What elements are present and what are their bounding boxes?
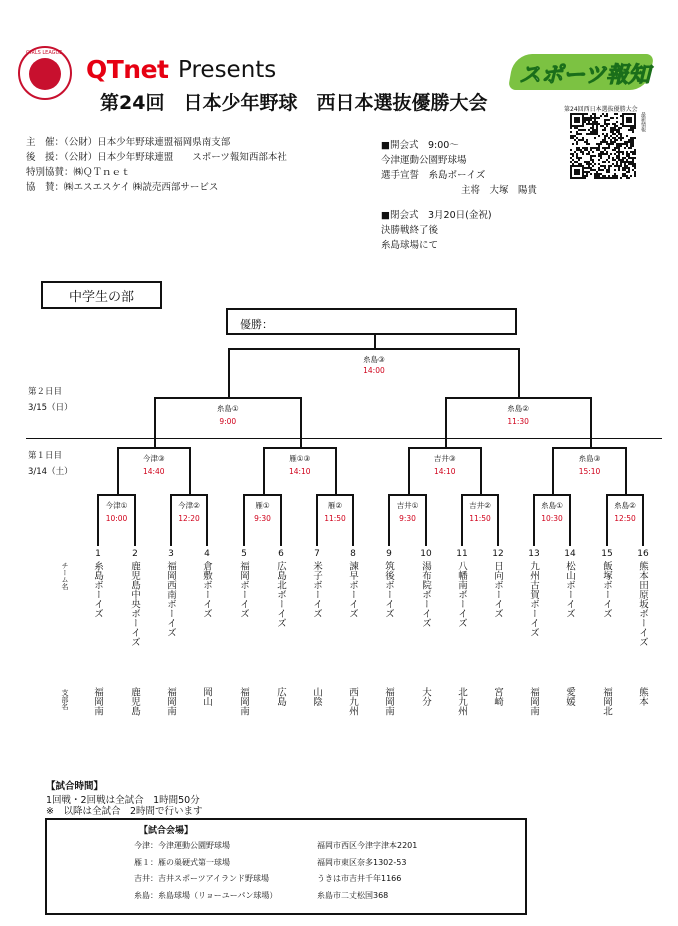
quarter-match-name: 糸島③ <box>578 454 601 463</box>
team-number: 12 <box>492 549 504 559</box>
closing-line: 糸島球場にて <box>381 240 439 251</box>
opening-line: 今津運動公園野球場 <box>381 155 467 166</box>
sponsor-brand: QTnet <box>86 55 169 84</box>
venue-address: 糸島市二丈松国368 <box>317 891 389 900</box>
bracket-line <box>408 447 410 494</box>
bracket-line <box>316 494 354 496</box>
quarter-match-time: 15:10 <box>578 467 601 476</box>
team-name: 日向ボーイズ <box>492 561 503 618</box>
match-time-line: ※ 以降は全試合 2時間で行います <box>46 806 203 817</box>
final-match-name: 糸島③ <box>363 355 385 364</box>
media-logo: スポーツ報知 <box>519 63 651 88</box>
logo-ring-text: GIRLS LEAGUE <box>26 50 63 56</box>
team-number: 7 <box>314 549 320 559</box>
bracket-line <box>533 494 571 496</box>
team-branch: 福岡南 <box>238 687 249 716</box>
organizer-row: 後 援：（公財）日本少年野球連盟 スポーツ報知西部本社 <box>26 152 287 163</box>
team-name: 九州古賀ボーイズ <box>528 561 539 637</box>
bracket-line <box>117 447 192 449</box>
venue-address: 福岡市東区奈多1302-53 <box>317 858 407 867</box>
match-time-title: 【試合時間】 <box>46 781 104 792</box>
venue-name: 雁１：雁の巣硬式第一球場 <box>134 858 230 867</box>
match-time-line: 1回戦・2回戦は全試合 1時間50分 <box>46 795 200 806</box>
team-branch: 西九州 <box>347 687 358 716</box>
team-branch: 広島 <box>275 687 286 706</box>
team-branch: 大分 <box>420 687 431 706</box>
quarter-match-time: 14:40 <box>142 467 165 476</box>
team-number: 13 <box>528 549 540 559</box>
semi-match-time: 11:30 <box>507 417 529 426</box>
venue-box <box>45 818 527 915</box>
team-number: 11 <box>456 549 468 559</box>
bracket-line <box>300 397 302 447</box>
bracket-line <box>606 494 644 496</box>
bracket-line <box>263 447 338 449</box>
bracket-line <box>552 447 627 449</box>
semi-match-name: 糸島② <box>507 404 529 413</box>
bracket-line <box>445 397 447 447</box>
round1-match-time: 10:00 <box>105 514 128 523</box>
bracket-line <box>445 397 592 399</box>
day2-date: 3/15（日） <box>28 403 73 413</box>
team-name: 広島北ボーイズ <box>275 561 286 628</box>
closing-line: 決勝戦終了後 <box>381 225 439 236</box>
round1-match-name: 今津① <box>105 501 128 510</box>
qr-caption: 第24回西日本選抜優勝大会 <box>564 106 638 113</box>
bracket-line <box>335 447 337 494</box>
team-name: 飯塚ボーイズ <box>601 561 612 618</box>
semi-match-name: 糸島① <box>216 404 239 413</box>
venue-title: 【試合会場】 <box>139 826 194 836</box>
quarter-match-name: 今津③ <box>142 454 165 463</box>
bracket-line <box>408 447 483 449</box>
bracket-line <box>388 494 427 496</box>
round1-match-time: 11:50 <box>469 514 491 523</box>
division-label: 中学生の部 <box>41 281 162 309</box>
team-branch: 愛媛 <box>564 687 575 706</box>
team-number: 4 <box>204 549 210 559</box>
team-number: 5 <box>241 549 247 559</box>
quarter-match-time: 14:10 <box>288 467 311 476</box>
bracket-line <box>374 335 376 348</box>
round1-match-time: 12:50 <box>614 514 636 523</box>
team-name: 諫早ボーイズ <box>347 561 358 618</box>
round1-match-time: 9:30 <box>254 514 271 523</box>
organizer-row: 主 催：（公財）日本少年野球連盟福岡県南支部 <box>26 137 231 148</box>
bracket-line <box>552 447 554 494</box>
semi-match-time: 9:00 <box>219 417 237 426</box>
bracket-line <box>170 494 208 496</box>
venue-name: 吉井：吉井スポーツアイランド野球場 <box>134 874 269 883</box>
team-side-label: チーム名 <box>61 562 69 590</box>
team-branch: 熊本 <box>637 687 648 706</box>
round1-match-name: 吉井① <box>396 501 419 510</box>
team-number: 8 <box>350 549 356 559</box>
quarter-match-name: 雁①③ <box>289 454 311 463</box>
team-name: 福岡ボーイズ <box>238 561 249 618</box>
sponsor-suffix: Presents <box>178 57 277 83</box>
team-number: 6 <box>278 549 284 559</box>
round1-match-name: 糸島② <box>614 501 636 510</box>
team-name: 筑後ボーイズ <box>383 561 394 618</box>
champion-label: 優勝： <box>240 318 273 331</box>
day1-label: 第１日目 <box>28 451 63 461</box>
bracket-line <box>97 494 136 496</box>
team-number: 2 <box>132 549 138 559</box>
team-name: 糸島ボーイズ <box>92 561 103 618</box>
closing-head: ■閉会式 3月20日(金祝) <box>381 210 492 221</box>
team-name: 八幡南ボーイズ <box>456 561 467 628</box>
bracket-line <box>189 447 191 494</box>
team-branch: 福岡北 <box>601 687 612 716</box>
organizer-row: 特別協賛：㈱ＱＴｎｅｔ <box>26 167 131 178</box>
team-number: 9 <box>386 549 392 559</box>
round1-match-name: 雁① <box>255 501 270 510</box>
final-match-time: 14:00 <box>363 366 385 375</box>
qr-side-text: 最新情報 <box>640 112 646 132</box>
bracket-line <box>590 397 592 447</box>
team-name: 鹿児島中央ボーイズ <box>129 561 140 647</box>
bracket-line <box>461 494 499 496</box>
day1-date: 3/14（土） <box>28 467 73 477</box>
branch-side-label: 支部名 <box>61 689 69 710</box>
opening-line: 選手宣誓 糸島ボーイズ <box>381 170 486 181</box>
bracket-line <box>154 397 302 399</box>
venue-address: 福岡市西区今津字津本2201 <box>317 841 418 850</box>
team-number: 1 <box>95 549 101 559</box>
round1-match-name: 吉井② <box>469 501 491 510</box>
opening-line: 主将 大塚 陽貴 <box>461 185 538 196</box>
team-number: 10 <box>420 549 432 559</box>
round1-match-time: 11:50 <box>324 514 346 523</box>
round1-match-name: 今津② <box>178 501 200 510</box>
bracket-line <box>154 397 156 447</box>
bracket-line <box>263 447 265 494</box>
team-number: 16 <box>637 549 649 559</box>
team-number: 15 <box>601 549 613 559</box>
round1-match-time: 10:30 <box>541 514 563 523</box>
team-name: 倉敷ボーイズ <box>201 561 212 618</box>
bracket-line <box>625 447 627 494</box>
match-time-section <box>46 778 203 817</box>
team-name: 福岡西南ボーイズ <box>165 561 176 637</box>
team-branch: 鹿児島 <box>129 687 140 716</box>
bracket-line <box>228 348 230 397</box>
quarter-match-name: 吉井③ <box>433 454 456 463</box>
round1-match-time: 9:30 <box>399 514 416 523</box>
team-branch: 福岡南 <box>528 687 539 716</box>
quarter-match-time: 14:10 <box>433 467 456 476</box>
round1-match-time: 12:20 <box>178 514 200 523</box>
opening-head: ■開会式 9:00～ <box>381 140 459 151</box>
team-name: 熊本田原坂ボーイズ <box>637 561 648 647</box>
organizer-row: 協 賛：㈱エスエスケイ ㈱読売西部サービス <box>26 182 219 193</box>
team-branch: 宮崎 <box>492 687 503 706</box>
bracket-line <box>228 348 520 350</box>
day2-label: 第２日目 <box>28 387 63 397</box>
bracket-line <box>243 494 282 496</box>
team-name: 松山ボーイズ <box>564 561 575 618</box>
bracket-line <box>518 348 520 397</box>
team-number: 3 <box>168 549 174 559</box>
venue-name: 糸島：糸島球場（リョーユーパン球場） <box>134 891 278 900</box>
team-name: 米子ボーイズ <box>311 561 322 618</box>
team-branch: 山陰 <box>311 687 322 706</box>
round1-match-name: 糸島① <box>541 501 563 510</box>
team-name: 湯布院ボーイズ <box>420 561 431 628</box>
page-title: 第24回 日本少年野球 西日本選抜優勝大会 <box>100 92 488 114</box>
team-branch: 福岡南 <box>92 687 103 716</box>
team-branch: 福岡南 <box>165 687 176 716</box>
team-branch: 福岡南 <box>383 687 394 716</box>
bracket-line <box>480 447 482 494</box>
bracket-line <box>117 447 119 494</box>
team-branch: 岡山 <box>201 687 212 706</box>
round1-match-name: 雁② <box>327 501 343 510</box>
venue-address: うきは市吉井千年1166 <box>317 874 402 883</box>
venue-name: 今津：今津運動公園野球場 <box>134 841 230 850</box>
team-branch: 北九州 <box>456 687 467 716</box>
team-number: 14 <box>564 549 576 559</box>
